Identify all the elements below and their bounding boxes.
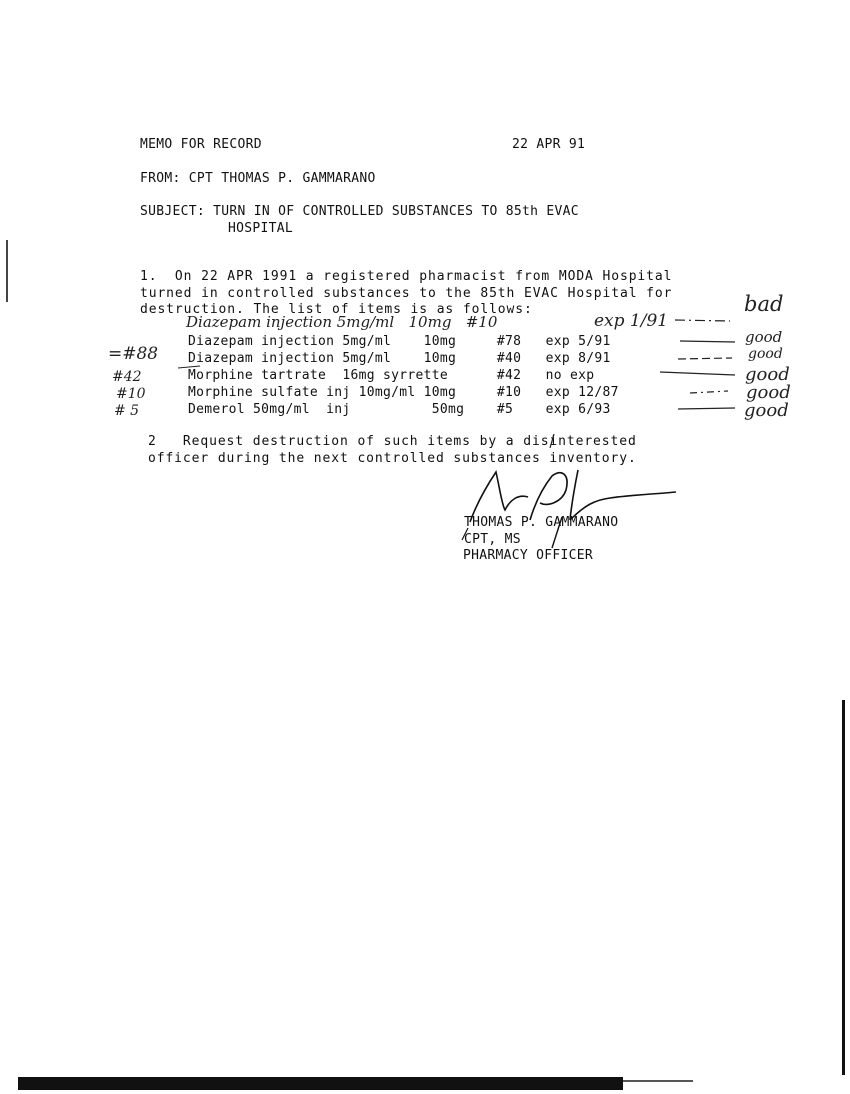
signatory-title: PHARMACY OFFICER (463, 548, 594, 563)
list-item-4: Morphine sulfate inj 10mg/ml 10mg #10 exp 12/87 (188, 385, 619, 400)
paragraph-2-line2: officer during the next controlled substances inventory. (148, 451, 637, 466)
margin-note-good-4: good (746, 382, 791, 403)
signatory-rank: CPT, MS (464, 532, 521, 547)
memo-title: MEMO FOR RECORD (140, 137, 262, 152)
list-item-1: Diazepam injection 5mg/ml 10mg #78 exp 5/91 (188, 334, 611, 349)
margin-note-bad: bad (744, 292, 784, 316)
list-item-5: Demerol 50mg/ml inj 50mg #5 exp 6/93 (188, 402, 611, 417)
list-item-3: Morphine tartrate 16mg syrrette #42 no exp (188, 368, 595, 383)
margin-note-good-5: good (744, 400, 789, 421)
margin-note-count-4: # 5 (114, 403, 140, 419)
memo-date: 22 APR 91 (512, 137, 586, 152)
bottom-scan-bar-tail (623, 1080, 693, 1082)
handwritten-item-exp: exp 1/91 (594, 311, 669, 331)
margin-note-count-2: #42 (112, 369, 142, 385)
margin-note-good-2: good (748, 346, 783, 362)
margin-note-count-1: =#88 (108, 344, 159, 364)
memo-subject-line2: HOSPITAL (228, 221, 294, 236)
memo-from: FROM: CPT THOMAS P. GAMMARANO (140, 171, 376, 186)
margin-note-count-3: #10 (116, 386, 146, 402)
signatory-name: THOMAS P. GAMMARANO (464, 515, 619, 530)
paragraph-1-line3: destruction. The list of items is as follows: (140, 302, 533, 317)
paragraph-1-line2: turned in controlled substances to the 85th EVAC Hospital for (140, 286, 673, 301)
paragraph-1-line1: 1. On 22 APR 1991 a registered pharmacist from MODA Hospital (140, 269, 673, 284)
margin-note-good-3: good (745, 364, 790, 385)
memo-subject-line1: SUBJECT: TURN IN OF CONTROLLED SUBSTANCES TO 85th EVAC (140, 204, 579, 219)
bottom-scan-bar (18, 1077, 623, 1090)
handwritten-item-line: Diazepam injection 5mg/ml 10mg #10 (186, 313, 498, 331)
paragraph-2-line1: 2 Request destruction of such items by a disinterested (148, 434, 637, 449)
list-item-2: Diazepam injection 5mg/ml 10mg #40 exp 8/91 (188, 351, 611, 366)
margin-note-good-1: good (745, 328, 783, 346)
